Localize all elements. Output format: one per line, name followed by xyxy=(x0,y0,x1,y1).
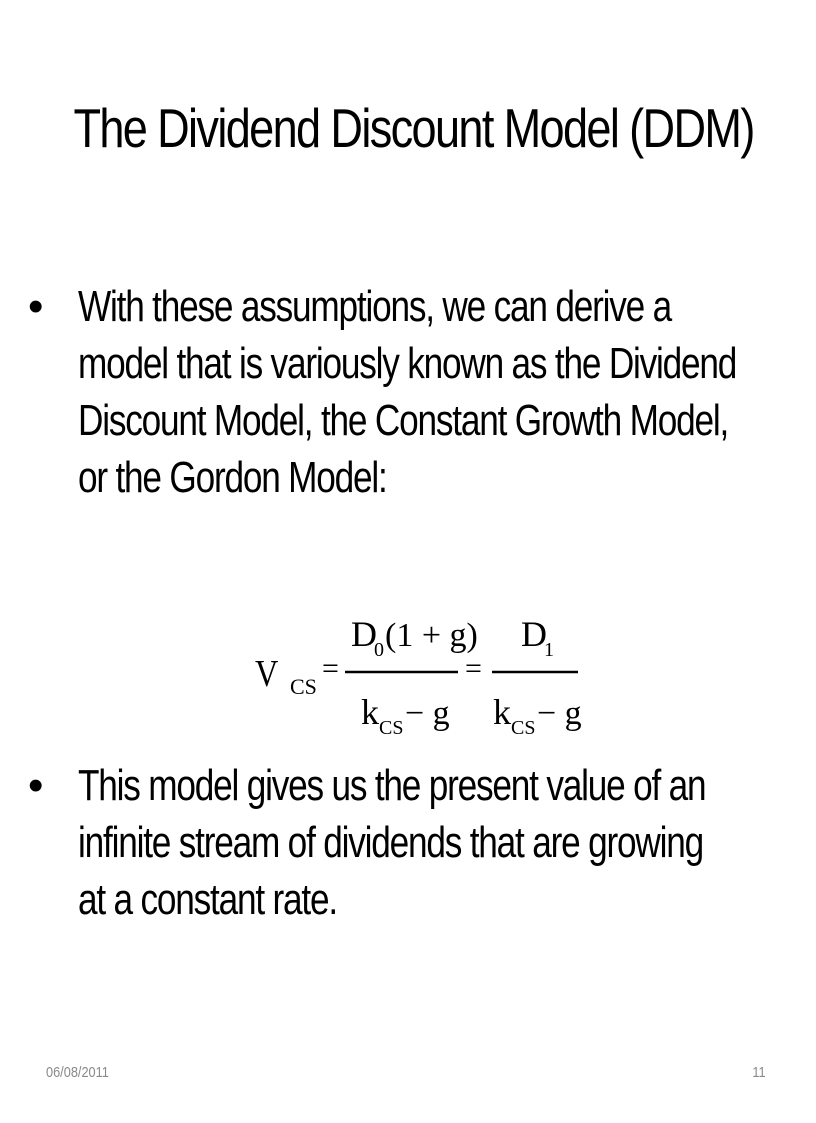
formula-equals-1: = xyxy=(322,652,339,685)
formula-equals-2: = xyxy=(465,652,482,685)
bullet-line: infinite stream of dividends that are growing xyxy=(78,818,703,867)
bullet-item-1 xyxy=(28,278,808,518)
gordon-model-formula xyxy=(255,600,595,750)
frac1-denominator-subscript: CS xyxy=(379,717,404,739)
footer-page-number: 11 xyxy=(752,1064,766,1081)
frac2-numerator-subscript: 1 xyxy=(544,639,554,661)
bullet-line: Discount Model, the Constant Growth Model, xyxy=(78,396,729,445)
frac1-numerator-D: D xyxy=(351,614,377,654)
frac2-denominator-subscript: CS xyxy=(511,717,536,739)
bullet-text xyxy=(78,278,737,506)
frac2-numerator-D: D xyxy=(521,614,547,654)
bullet-line: model that is variously known as the Dividend xyxy=(78,339,737,388)
bullet-text xyxy=(78,757,706,928)
formula-lhs-subscript: CS xyxy=(290,674,317,699)
bullet-line: or the Gordon Model: xyxy=(78,453,387,502)
footer-date: 06/08/2011 xyxy=(46,1064,109,1081)
bullet-dot: • xyxy=(28,761,42,810)
slide-title: The Dividend Discount Model (DDM) xyxy=(73,97,754,159)
frac1-denominator-k: k xyxy=(361,692,379,732)
frac2-denominator-rest: − g xyxy=(537,695,582,732)
bullet-line: With these assumptions, we can derive a xyxy=(78,282,671,331)
frac1-numerator-paren: (1 + g) xyxy=(385,617,478,654)
bullet-item-2 xyxy=(28,757,808,947)
bullet-dot: • xyxy=(28,282,42,331)
bullet-line: This model gives us the present value of an xyxy=(78,761,706,810)
frac1-numerator-subscript: 0 xyxy=(374,639,384,661)
formula-lhs: V xyxy=(255,652,279,695)
bullet-line: at a constant rate. xyxy=(78,875,337,924)
frac1-denominator-rest: − g xyxy=(405,695,450,732)
frac2-denominator-k: k xyxy=(493,692,511,732)
